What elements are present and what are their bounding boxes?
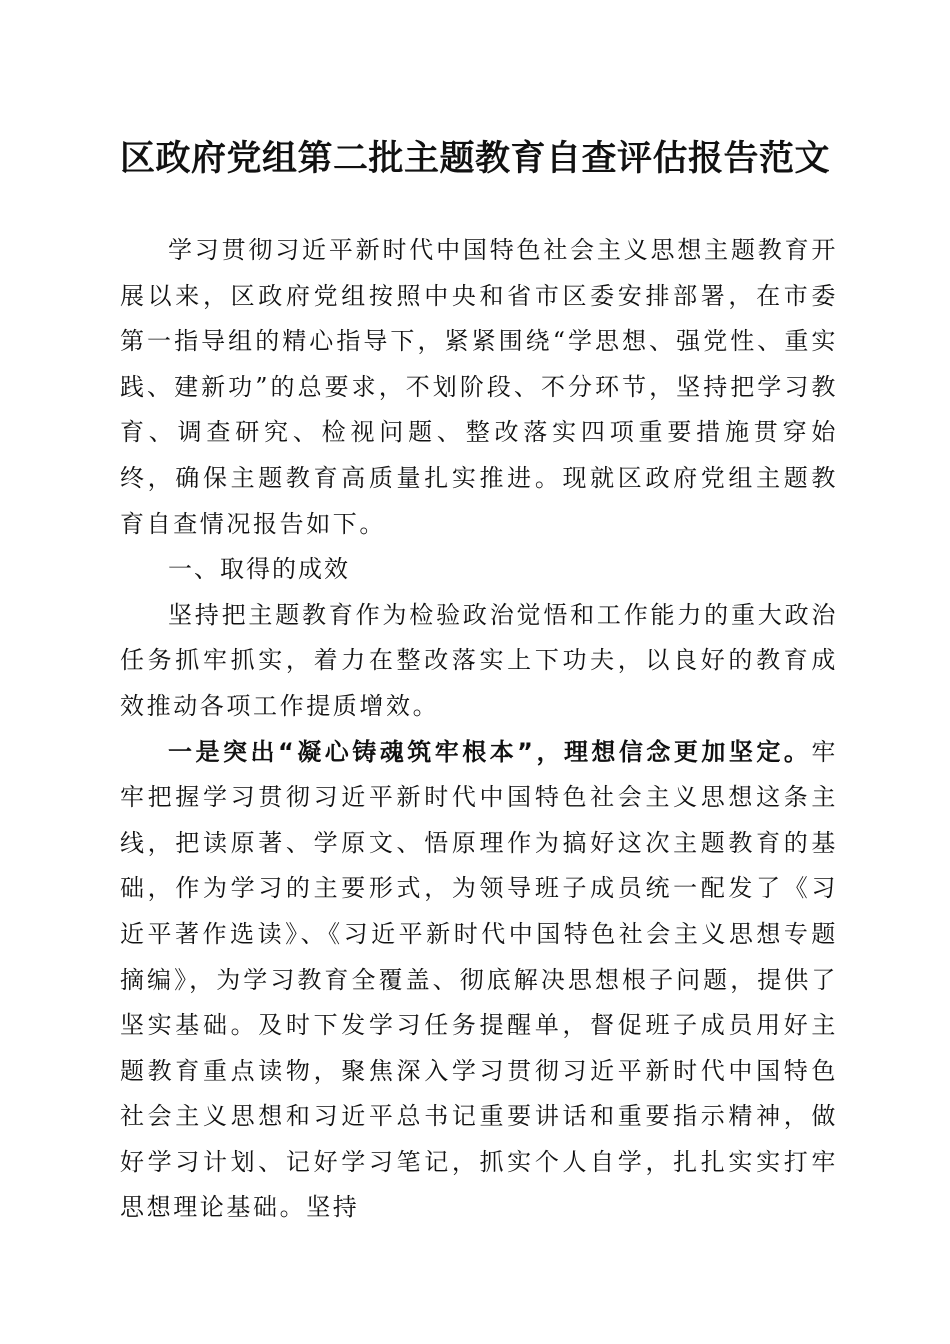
point-one-text: 牢牢把握学习贯彻习近平新时代中国特色社会主义思想这条主线，把读原著、学原文、悟原理作为搞好这次主题教育的基础，作为学习的主要形式，为领导班子成员统一配发了《习近平著作选读》、《习近平新时代中国特色社会主义思想专题摘编》，为学习教育全覆盖、彻底解决思想根子问题，提供了坚实基础。及时下发学习任务提醒单，督促班子成员用好主题教育重点读物，聚焦深入学习贯彻习近平新时代中国特色社会主义思想和习近平总书记重要讲话和重要指示精神，做好学习计划、记好学习笔记，抓实个人自学，扎扎实实打牢思想理论基础。坚持 <box>120 737 838 1222</box>
point-one-paragraph <box>120 730 838 1232</box>
section-summary-paragraph: 坚持把主题教育作为检验政治觉悟和工作能力的重大政治任务抓牢抓实，着力在整改落实上下功夫，以良好的教育成效推动各项工作提质增效。 <box>120 600 838 720</box>
document-title: 区政府党组第二批主题教育自查评估报告范文 <box>119 138 830 179</box>
section-heading: 一、取得的成效 <box>168 555 350 584</box>
document-body <box>120 228 838 1231</box>
point-one-lead: 一是突出“凝心铸魂筑牢根本”，理想信念更加坚定。 <box>168 737 812 766</box>
intro-paragraph: 学习贯彻习近平新时代中国特色社会主义思想主题教育开展以来，区政府党组按照中央和省市区委安排部署，在市委第一指导组的精心指导下，紧紧围绕“学思想、强党性、重实践、建新功”的总要求，不划阶段、不分环节，坚持把学习教育、调查研究、检视问题、整改落实四项重要措施贯穿始终，确保主题教育高质量扎实推进。现就区政府党组主题教育自查情况报告如下。 <box>120 236 838 538</box>
